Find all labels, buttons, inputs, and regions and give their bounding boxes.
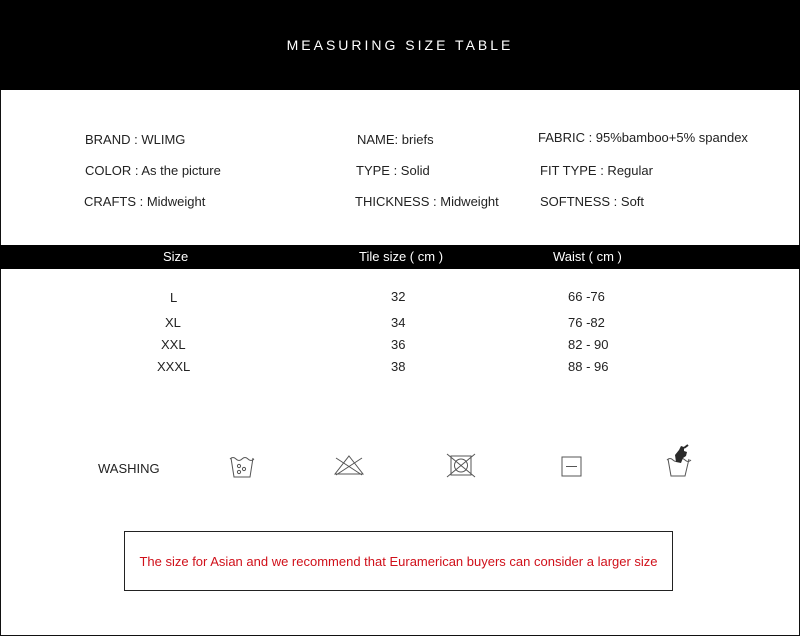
dry-flat-icon	[560, 455, 584, 479]
attr-fit-type: FIT TYPE : Regular	[540, 163, 653, 178]
table-cell-size: XXL	[161, 337, 186, 352]
do-not-tumble-dry-icon	[445, 452, 477, 478]
header-size: Size	[163, 249, 189, 264]
table-cell-size: XL	[165, 315, 181, 330]
table-cell-waist: 88 - 96	[568, 359, 609, 374]
table-cell-waist: 82 - 90	[568, 337, 609, 352]
table-cell-waist: 66 -76	[568, 289, 605, 304]
do-not-bleach-icon	[332, 453, 366, 477]
title-banner	[0, 0, 800, 90]
size-notice-box	[124, 531, 673, 591]
table-cell-tile: 34	[391, 315, 406, 330]
attr-fabric: FABRIC : 95%bamboo+5% spandex	[538, 130, 748, 145]
page-title: MEASURING SIZE TABLE	[286, 37, 514, 53]
attr-softness: SOFTNESS : Soft	[540, 194, 645, 209]
table-cell-size: XXXL	[157, 359, 191, 374]
attr-thickness: THICKNESS : Midweight	[355, 194, 499, 209]
attr-type: TYPE : Solid	[356, 163, 430, 178]
attr-crafts: CRAFTS : Midweight	[84, 194, 206, 209]
table-cell-waist: 76 -82	[568, 315, 605, 330]
table-cell-tile: 36	[391, 337, 406, 352]
attr-brand: BRAND : WLIMG	[85, 132, 186, 147]
size-table-header	[0, 245, 800, 269]
header-tile-size: Tile size ( cm )	[359, 249, 444, 264]
attr-color: COLOR : As the picture	[85, 163, 221, 178]
table-cell-tile: 32	[391, 289, 406, 304]
attr-name: NAME: briefs	[357, 132, 434, 147]
hand-wash-icon	[664, 444, 694, 478]
table-cell-size: L	[170, 290, 178, 305]
hand-wash-30-icon	[228, 453, 256, 479]
header-waist: Waist ( cm )	[553, 249, 622, 264]
size-notice-text: The size for Asian and we recommend that Euramerican buyers can consider a larger size	[139, 553, 658, 569]
table-cell-tile: 38	[391, 359, 406, 374]
washing-label: WASHING	[98, 461, 160, 476]
